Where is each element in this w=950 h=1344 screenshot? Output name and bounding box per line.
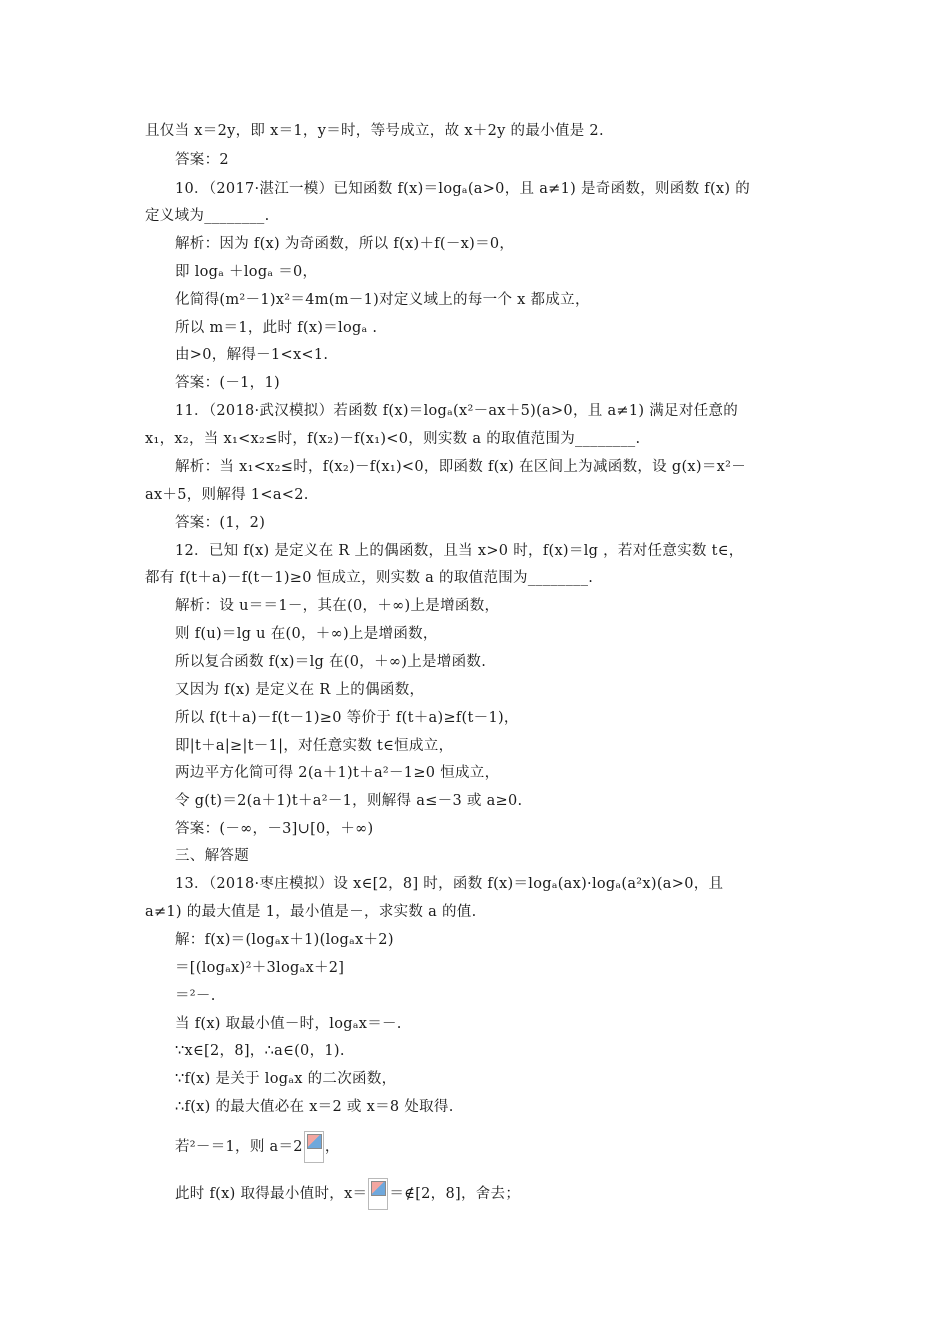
text-line: 都有 f(t＋a)－f(t－1)≥0 恒成立，则实数 a 的取值范围为________.: [145, 570, 594, 586]
text-line: 解析：因为 f(x) 为奇函数，所以 f(x)＋f(－x)＝0，: [175, 236, 515, 252]
text-line: 解析：当 x₁<x₂≤时，f(x₂)－f(x₁)<0，即函数 f(x) 在区间上为减函数，设 g(x)＝x²－: [175, 459, 747, 475]
text-fragment: 此时 f(x) 取得最小值时，x＝: [175, 1186, 368, 1202]
text-line: 所以 f(t＋a)－f(t－1)≥0 等价于 f(t＋a)≥f(t－1)，: [175, 710, 519, 726]
text-line: 当 f(x) 取最小值－时，logₐx＝－.: [175, 1016, 402, 1032]
text-line-with-image: [175, 1178, 810, 1210]
text-line: 答案：2: [175, 152, 229, 168]
text-line: ∵x∈[2，8]，∴a∈(0，1).: [175, 1043, 345, 1059]
text-line: 且仅当 x＝2y，即 x＝1，y＝时，等号成立，故 x＋2y 的最小值是 2.: [145, 123, 604, 139]
text-line: x₁，x₂，当 x₁<x₂≤时，f(x₂)－f(x₁)<0，则实数 a 的取值范围为________.: [145, 431, 641, 447]
text-line-with-image: [175, 1131, 810, 1163]
broken-image-icon: [304, 1131, 324, 1163]
text-line: 即 logₐ ＋logₐ ＝0，: [175, 264, 318, 280]
text-line: ∵f(x) 是关于 logₐx 的二次函数，: [175, 1071, 397, 1087]
text-line: 令 g(t)＝2(a＋1)t＋a²－1，则解得 a≤－3 或 a≥0.: [175, 793, 523, 809]
text-line: ＝²－.: [175, 988, 216, 1004]
text-line: 又因为 f(x) 是定义在 R 上的偶函数，: [175, 682, 425, 698]
text-line: a≠1) 的最大值是 1，最小值是－，求实数 a 的值.: [145, 904, 477, 920]
text-line: 定义域为________.: [145, 208, 270, 224]
text-line: 所以复合函数 f(x)＝lg 在(0，＋∞)上是增函数.: [175, 654, 487, 670]
text-line: 11．（2018·武汉模拟）若函数 f(x)＝logₐ(x²－ax＋5)(a>0，且 a≠1) 满足对任意的: [175, 403, 739, 419]
text-fragment: ＝∉[2，8]，舍去；: [389, 1186, 521, 1202]
text-line: 10．（2017·湛江一模）已知函数 f(x)＝logₐ(a>0，且 a≠1) 是奇函数，则函数 f(x) 的: [175, 181, 751, 197]
text-line: 所以 m＝1，此时 f(x)＝logₐ .: [175, 320, 378, 336]
text-line: 即|t＋a|≥|t－1|，对任意实数 t∈恒成立，: [175, 738, 454, 754]
text-fragment: ，: [324, 1139, 340, 1155]
text-line: 答案：(－∞，－3]∪[0，＋∞): [175, 821, 374, 837]
text-line: ＝[(logₐx)²＋3logₐx＋2]: [175, 960, 345, 976]
text-line: ∴f(x) 的最大值必在 x＝2 或 x＝8 处取得.: [175, 1099, 454, 1115]
text-line: 则 f(u)＝lg u 在(0，＋∞)上是增函数，: [175, 626, 438, 642]
text-line: 答案：(1，2): [175, 515, 266, 531]
text-line: 12．已知 f(x) 是定义在 R 上的偶函数，且当 x>0 时，f(x)＝lg ，若对任意实数 t∈，: [175, 543, 744, 559]
section-heading: 三、解答题: [175, 848, 249, 864]
broken-image-icon: [368, 1178, 388, 1210]
text-fragment: 若²－＝1，则 a＝2: [175, 1139, 303, 1155]
text-line: ax＋5，则解得 1<a<2.: [145, 487, 309, 503]
text-line: 13．（2018·枣庄模拟）设 x∈[2，8] 时，函数 f(x)＝logₐ(ax)·logₐ(a²x)(a>0，且: [175, 876, 724, 892]
text-line: 解：f(x)＝(logₐx＋1)(logₐx＋2): [175, 932, 394, 948]
text-line: 解析：设 u＝＝1－，其在(0，＋∞)上是增函数，: [175, 598, 500, 614]
text-line: 答案：(－1，1): [175, 375, 280, 391]
text-line: 由>0，解得－1<x<1.: [175, 347, 329, 363]
text-line: 化简得(m²－1)x²＝4m(m－1)对定义域上的每一个 x 都成立，: [175, 292, 590, 308]
text-line: 两边平方化简可得 2(a＋1)t＋a²－1≥0 恒成立，: [175, 765, 500, 781]
